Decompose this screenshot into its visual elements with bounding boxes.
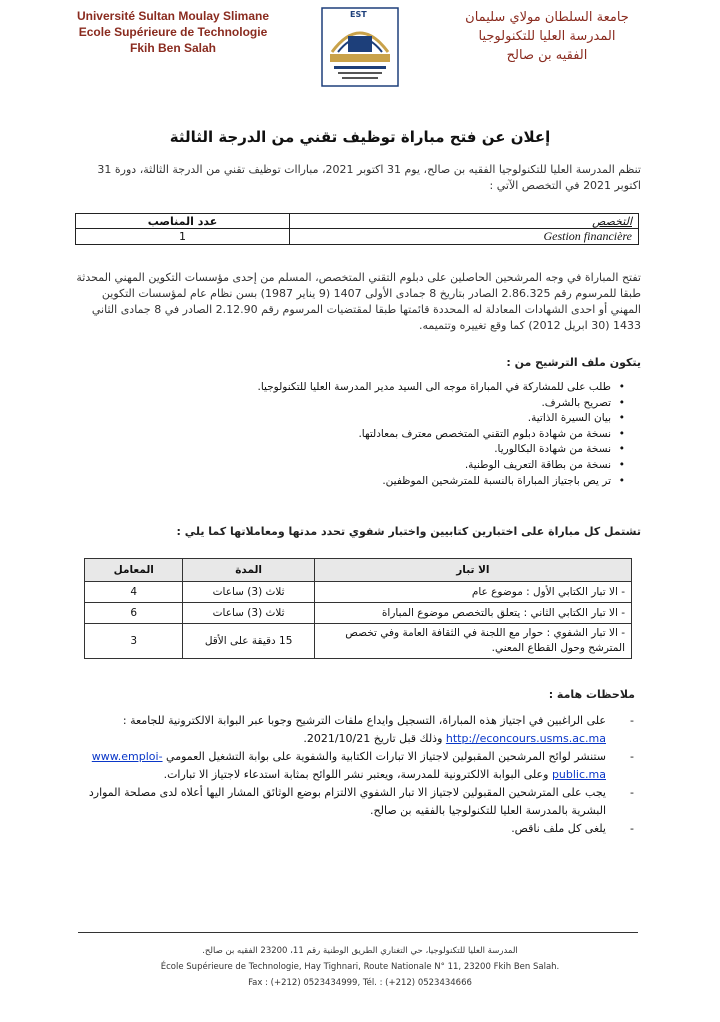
- list-item: • نسخة من شهادة البكالوريا.: [200, 442, 625, 458]
- list-item: • طلب على للمشاركة في المباراة موجه الى السيد مدير المدرسة العليا للتكنولوجيا.: [200, 380, 625, 396]
- notes-heading: ملاحظات هامة :: [548, 688, 635, 701]
- exam-name: - الا تبار الشفوي : حوار مع اللجنة في الثقافة العامة وفي تخصص المترشح وحول القطاع المعني.: [314, 624, 631, 659]
- exam-table: [84, 558, 632, 659]
- exam-name: - الا تبار الكتابي الثاني : يتعلق بالتخصص موضوع المباراة: [314, 603, 631, 624]
- note-deadline: وذلك قبل تاريخ 2021/10/21.: [303, 732, 443, 745]
- school-name-ar: المدرسة العليا للتكنولوجيا: [478, 29, 616, 44]
- specialty-table: [75, 213, 639, 245]
- notes-list: [80, 712, 640, 838]
- file-heading: يتكون ملف الترشيح من :: [506, 356, 641, 369]
- footer-contact: Fax : (+212) 0523434999, Tél. : (+212) 0523434666: [248, 978, 472, 988]
- positions-header: عدد المناصب: [76, 214, 290, 229]
- page-title: إعلان عن فتح مباراة توظيف تقني من الدرجة الثالثة: [169, 128, 551, 146]
- footer-divider: [78, 932, 638, 933]
- table-row: [85, 624, 632, 659]
- exam-duration: ثلاث (3) ساعات: [183, 582, 314, 603]
- header-french-block: [58, 8, 288, 56]
- eligibility-paragraph: تفتح المباراة في وجه المرشحين الحاصلين على دبلوم التقني المتخصص، المسلم من إحدى مؤسسات التكوين المهني المحدثة طبقا للمرسوم رقم 2.86.325 الصادر بتاريخ 8 جمادى الأولى 1407 (9 يناير 1987) بسن نظام عام لمؤسسات التكوين المهني أو احدى الشهادات المعادلة له المحددة قائمتها طبقا لمقتضيات المرسوم رقم 2.12.90 الصادر في 8 جمادى الثاني 1433 (30 ابريل 2012) كما وقع تغييره وتتميمه.: [76, 271, 641, 332]
- exam-coefficient: 3: [85, 624, 183, 659]
- city-name-fr: Fkih Ben Salah: [129, 41, 217, 55]
- university-name-fr: Université Sultan Moulay Slimane: [76, 9, 270, 23]
- table-header-row: [85, 559, 632, 582]
- table-row: [85, 603, 632, 624]
- footer-address-ar: المدرسة العليا للتكنولوجيا، حي التغناري الطريق الوطنية رقم 11، 23200 الفقيه بن صالح.: [202, 946, 518, 956]
- table-row: [85, 582, 632, 603]
- file-items-list: [200, 380, 625, 489]
- exam-duration: ثلاث (3) ساعات: [183, 603, 314, 624]
- school-name-fr: Ecole Supérieure de Technologie: [78, 25, 268, 39]
- list-item: • تر يص باجتياز المباراة بالنسبة للمترشحين الموظفين.: [200, 474, 625, 490]
- specialty-header: التخصص: [289, 214, 638, 229]
- list-item: • تصريح بالشرف.: [200, 396, 625, 412]
- city-name-ar: الفقيه بن صالح: [506, 48, 588, 63]
- footer-address-fr: École Supérieure de Technologie, Hay Tighnari, Route Nationale N° 11, 23200 Fkih Ben Salah.: [160, 962, 560, 972]
- exam-coefficient: 6: [85, 603, 183, 624]
- note-item: [80, 712, 640, 748]
- note-text: وعلى البوابة الالكترونية للمدرسة، ويعتبر نشر اللوائح بمثابة استدعاء لاجتياز الا تبارات.: [163, 768, 549, 781]
- coefficient-header: المعامل: [85, 559, 183, 582]
- note-text: ستنشر لوائح المرشحين المقبولين لاجتياز الا تبارات الكتابية والشفوية على بوابة التشغيل العمومي: [166, 750, 606, 763]
- intro-paragraph: تنظم المدرسة العليا للتكنولوجيا الفقيه بن صالح، يوم 31 اكتوبر 2021، مباراات توظيف تقني من الدرجة الثالثة، دورة 31 اكتوبر 2021 في التخصص الآتي :: [97, 163, 641, 192]
- table-row: [76, 229, 639, 245]
- econcours-link[interactable]: http://econcours.usms.ac.ma: [445, 732, 606, 745]
- note-item: [80, 748, 640, 784]
- university-name-ar: جامعة السلطان مولاي سليمان: [465, 10, 629, 25]
- logo-letters: EST: [350, 10, 367, 19]
- note-text: على الراغبين في اجتياز هذه المباراة، التسجيل وايداع ملفات الترشيح وجوبا عبر البوابة الالكترونية للجامعة :: [122, 714, 606, 727]
- note-item: - يلغى كل ملف ناقص.: [80, 820, 640, 838]
- emploi-public-link[interactable]: www.emploi-public.ma: [91, 750, 606, 781]
- exam-heading: تشتمل كل مباراة على اختبارين كتابيين واختبار شفوي تحدد مدتها ومعاملاتها كما يلي :: [176, 525, 641, 538]
- exam-name: - الا تبار الكتابي الأول : موضوع عام: [314, 582, 631, 603]
- list-item: • نسخة من بطاقة التعريف الوطنية.: [200, 458, 625, 474]
- exam-duration: 15 دقيقة على الأقل: [183, 624, 314, 659]
- positions-value: 1: [76, 229, 290, 245]
- duration-header: المدة: [183, 559, 314, 582]
- exam-coefficient: 4: [85, 582, 183, 603]
- exam-header: الا تبار: [314, 559, 631, 582]
- header-arabic-block: [432, 8, 662, 65]
- list-item: • بيان السيرة الذاتية.: [200, 411, 625, 427]
- table-header-row: [76, 214, 639, 229]
- specialty-value: Gestion financière: [289, 229, 638, 245]
- list-item: • نسخة من شهادة دبلوم التقني المتخصص معترف بمعادلتها.: [200, 427, 625, 443]
- school-logo: [318, 6, 402, 88]
- note-item: - يجب على المترشحين المقبولين لاجتياز الا تبار الشفوي الالتزام بوضع الوثائق المشار اليها أعلاه لدى مصلحة الموارد البشرية بالمدرسة العليا للتكنولوجيا بالفقيه بن صالح.: [80, 784, 640, 820]
